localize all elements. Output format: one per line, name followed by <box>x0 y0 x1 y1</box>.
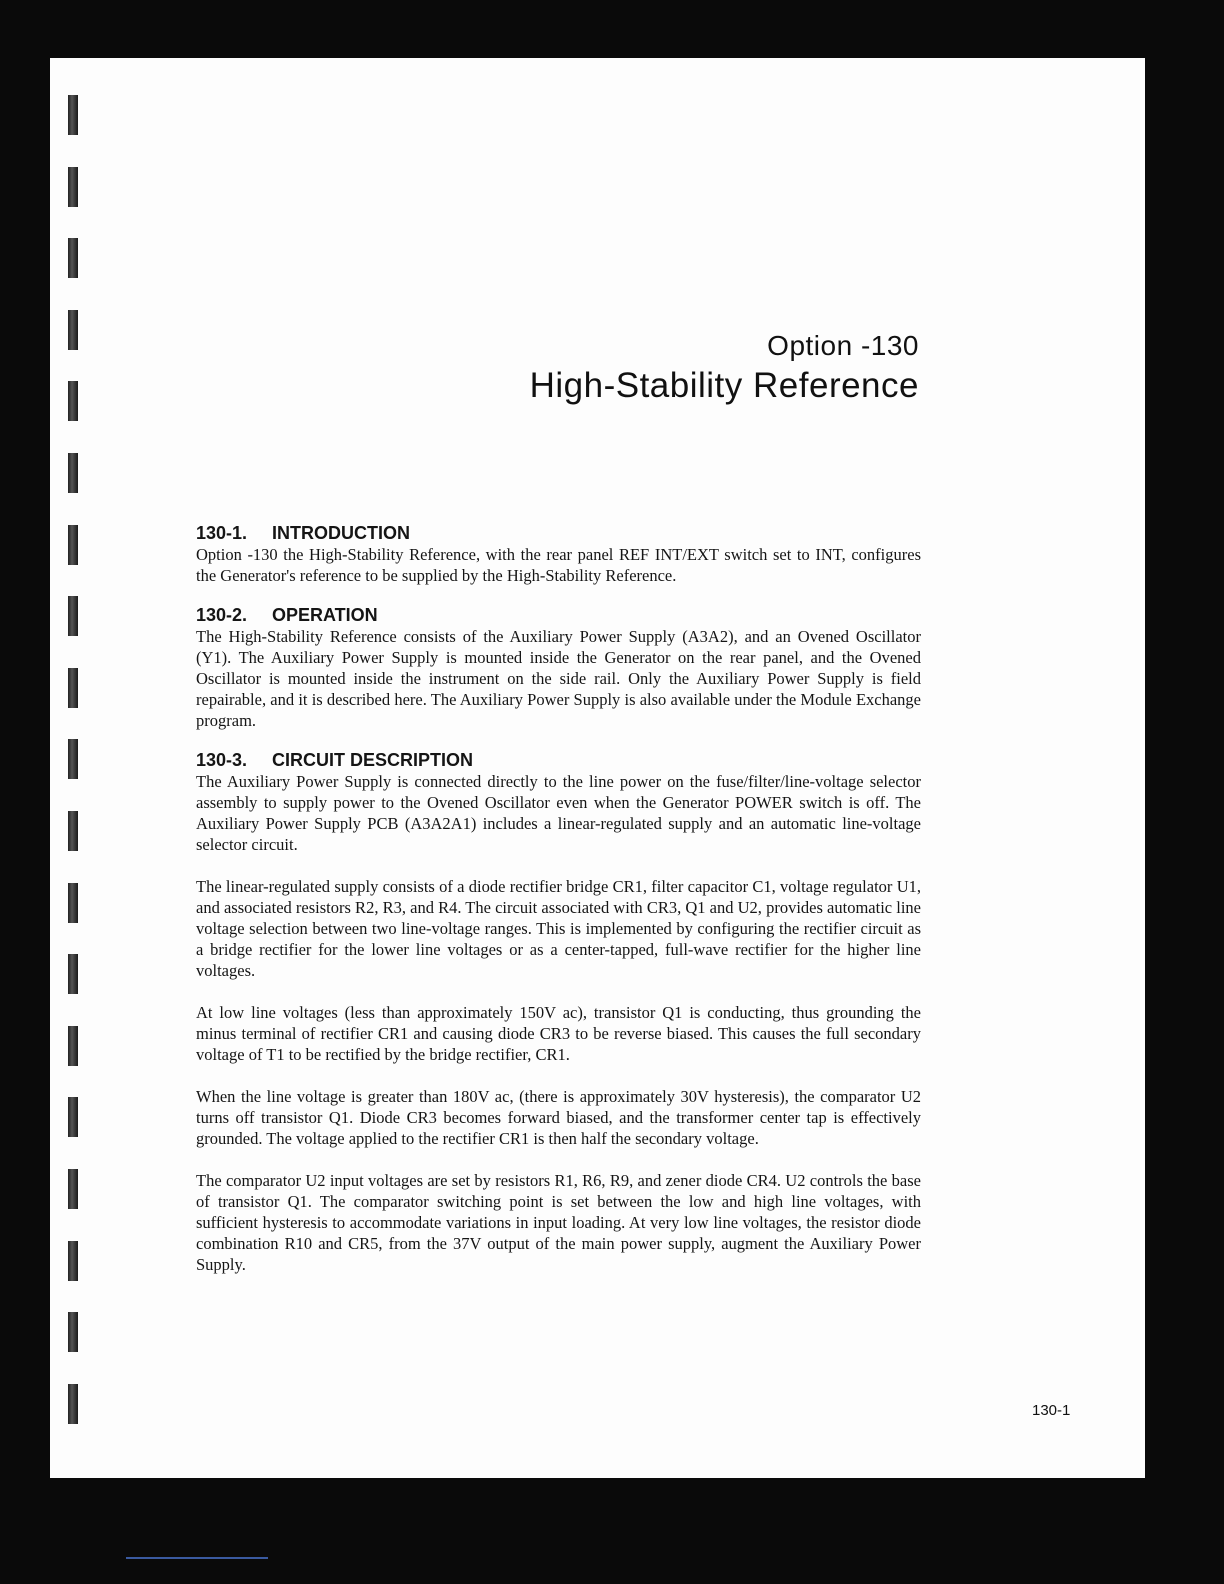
section-introduction <box>196 522 921 586</box>
binder-mark <box>68 1241 78 1281</box>
section-heading <box>196 522 921 544</box>
paragraph: The Auxiliary Power Supply is connected directly to the line power on the fuse/filter/line-voltage selector assembly to supply power to the Ovened Oscillator even when the Generator POWER switch is off. The Auxiliary Power Supply PCB (A3A2A1) includes a linear-regulated supply and an automatic line-voltage selector circuit. <box>196 772 921 854</box>
paragraph: The linear-regulated supply consists of a diode rectifier bridge CR1, filter capacitor C1, voltage regulator U1, and associated resistors R2, R3, and R4. The circuit associated with CR3, Q1 and U2, provides automatic line voltage selection between two line-voltage ranges. This is implemented by configuring the rectifier circuit as a bridge rectifier for the lower line voltages or as a center-tapped, full-wave rectifier for the higher line voltages. <box>196 877 921 980</box>
binder-mark <box>68 238 78 278</box>
binder-mark <box>68 525 78 565</box>
section-heading <box>196 604 921 626</box>
option-label: Option -130 <box>767 330 919 361</box>
binder-mark <box>68 883 78 923</box>
binder-mark <box>68 811 78 851</box>
page-title: High-Stability Reference <box>529 366 919 405</box>
document-body <box>196 522 921 1293</box>
section-title: CIRCUIT DESCRIPTION <box>272 750 474 770</box>
title-block <box>530 328 919 408</box>
section-number: 130-1. <box>196 523 248 543</box>
scan-edge-bar <box>126 1557 268 1559</box>
binder-mark <box>68 1169 78 1209</box>
binder-mark <box>68 167 78 207</box>
binder-mark <box>68 1026 78 1066</box>
binder-mark <box>68 95 78 135</box>
binder-mark <box>68 954 78 994</box>
binder-mark <box>68 1312 78 1352</box>
binder-mark <box>68 310 78 350</box>
binder-mark <box>68 381 78 421</box>
binder-mark <box>68 1097 78 1137</box>
section-operation <box>196 604 921 731</box>
section-number: 130-2. <box>196 605 248 625</box>
page-number: 130-1 <box>1032 1402 1071 1419</box>
binder-mark <box>68 1384 78 1424</box>
paragraph: When the line voltage is greater than 180V ac, (there is approximately 30V hysteresis), the comparator U2 turns off transistor Q1. Diode CR3 becomes forward biased, and the transformer center tap is effectively grounded. The voltage applied to the rectifier CR1 is then half the secondary voltage. <box>196 1087 921 1148</box>
section-number: 130-3. <box>196 750 248 770</box>
paragraph: The comparator U2 input voltages are set by resistors R1, R6, R9, and zener diode CR4. U2 controls the base of transistor Q1. The comparator switching point is set between the low and high line voltages, with sufficient hysteresis to accommodate variations in input loading. At very low line voltages, the resistor diode combination R10 and CR5, from the 37V output of the main power supply, augment the Auxiliary Power Supply. <box>196 1171 921 1274</box>
paragraph: At low line voltages (less than approximately 150V ac), transistor Q1 is conducting, thus grounding the minus terminal of rectifier CR1 and causing diode CR3 to be reverse biased. This causes the full secondary voltage of T1 to be rectified by the bridge rectifier, CR1. <box>196 1003 921 1064</box>
binder-mark <box>68 668 78 708</box>
section-title: INTRODUCTION <box>272 523 410 543</box>
paragraph: Option -130 the High-Stability Reference, with the rear panel REF INT/EXT switch set to INT, configures the Generator's reference to be supplied by the High-Stability Reference. <box>196 545 921 585</box>
section-heading <box>196 749 921 771</box>
binder-mark <box>68 739 78 779</box>
binder-mark <box>68 453 78 493</box>
binder-mark <box>68 596 78 636</box>
section-circuit-description <box>196 749 921 1275</box>
section-title: OPERATION <box>272 605 378 625</box>
paragraph: The High-Stability Reference consists of the Auxiliary Power Supply (A3A2), and an Ovened Oscillator (Y1). The Auxiliary Power Supply is mounted inside the Generator on the rear panel, and the Ovened Oscillator is mounted inside the instrument on the side rail. Only the Auxiliary Power Supply is field repairable, and it is described here. The Auxiliary Power Supply is also available under the Module Exchange program. <box>196 627 921 730</box>
